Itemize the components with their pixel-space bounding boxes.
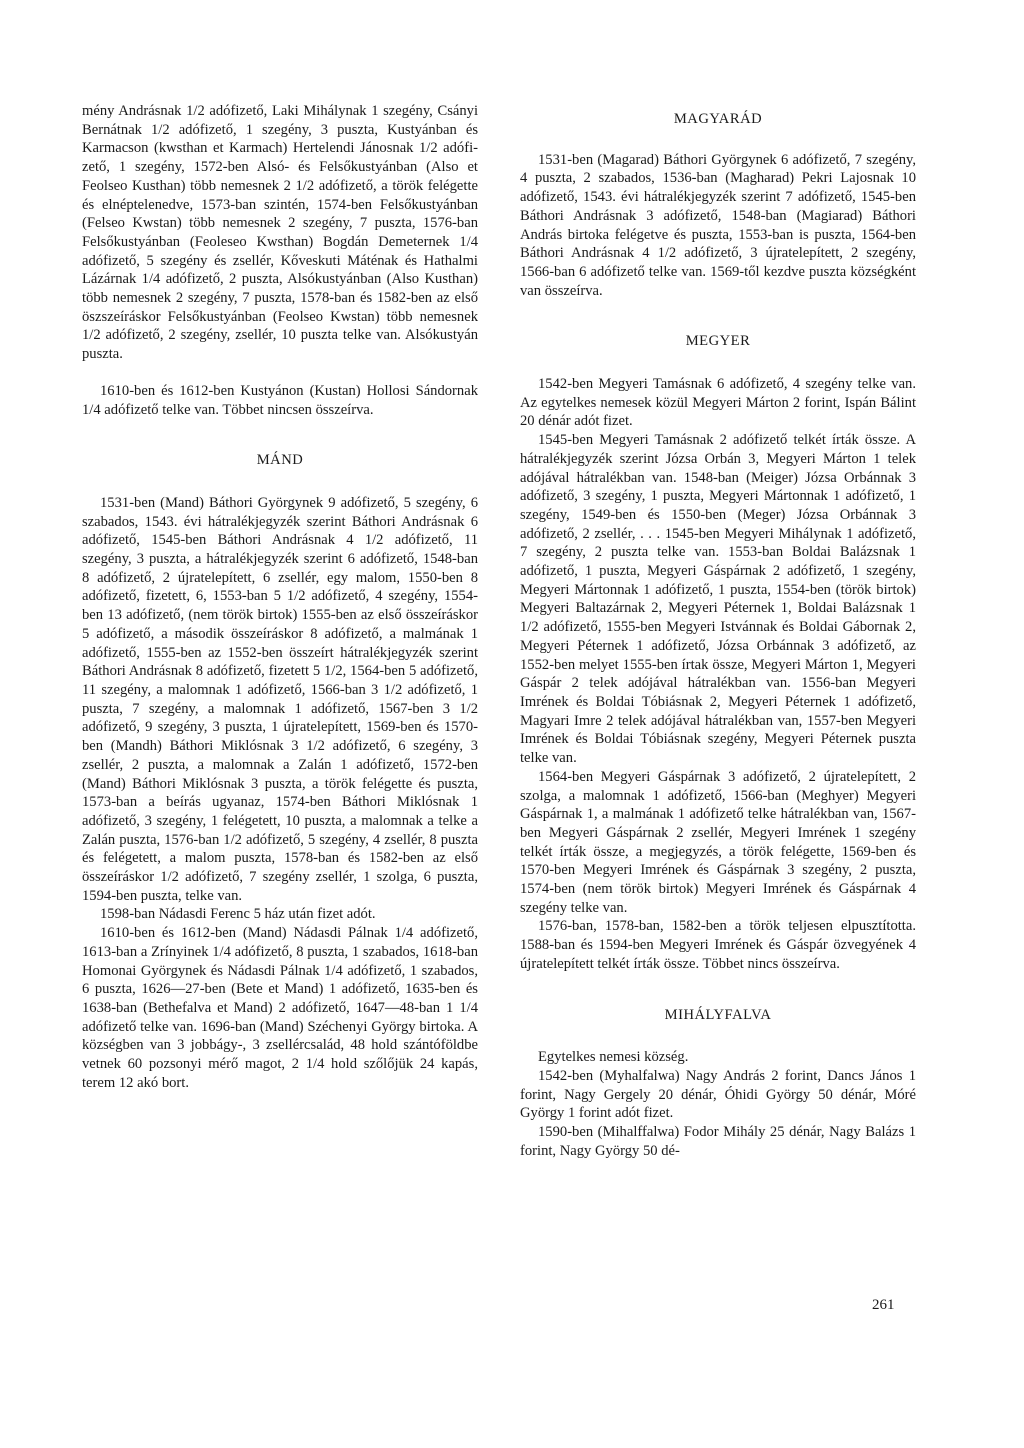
left-column [82, 102, 478, 1092]
paragraph-continuation: mény Andrásnak 1/2 adófizető, Laki Mihálynak 1 szegény, Csányi Bernátnak 1/2 adófizető, 1 szegény, 3 puszta, Kustyánban és Karmacson (kwsthan et Karmach) Hertelendi Jánosnak 1/2 adófizető, 1 szegény, 1572-ben Alsó- és Felsőkustyánban (Also et Feolseo Kusthan) több nemesnek 2 1/2 adófizető, a török felégette és elnéptelenedve, 1573-ban szintén, 1574-ben Felsőkustyánban (Felseo Kwstan) több nemesnek 2 szegény, 7 puszta, 1576-ban Felsőkustyánban (Feoleseo Kwsthan) Bogdán Demeternek 1/4 adófizető, 5 szegény és zsellér, Kőveskuti Máténak és Hathalmi Lázárnak 1/4 adófizető, 2 puszta, Alsókustyánban (Also Kusthan) több nemesnek 2 szegény, 7 puszta, 1578-ban és 1582-ben az első öszszeíráskor Felsőkustyánban (Feolseo Kwstan) több nemesnek 1/2 adófizető, 2 szegény, zsellér, 10 puszta telke van. Alsókustyán puszta. [82, 103, 478, 363]
heading-magyarad: MAGYARÁD [673, 111, 763, 127]
paragraph-mand-1: 1531-ben (Mand) Báthori Györgynek 9 adófizető, 5 szegény, 6 szabados, 1543. évi hátralékjegyzék szerint Báthori Andrásnak 6 adófizető, 1545-ben Báthori Andrásnak 4 1/2 adófizető, 11 szegény, 3 puszta, a hátralékjegyzék szerint 6 adófizető, 1548-ban 8 adófizető, 2 újratelepített, 6 zsellér, egy malom, 1550-ben 8 adófizető, fizetett, 6, 1553-ban 5 1/2 adófizető, 4 szegény, 1554-ben 13 adófizető, (nem török birtok) 1555-ben az első összeíráskor 5 adófizető, a második összeíráskor 8 adófizető, a malmának 1 adófizető, 1555-ben az 1552-ben összeírt hátralékjegyzék szerint Báthori Andrásnak 8 adófizető, fizetett 5 1/2, 1564-ben 5 adófizető, 11 szegény, a malomnak 1 adófizető, 1566-ban 3 1/2 adófizető, 1 puszta, 7 szegény, a malomnak 1 adófizető, 1567-ben 3 1/2 adófizető, 9 szegény, 3 puszta, 1 újratelepített, 1569-ben és 1570-ben (Mandh) Báthori Miklósnak 3 1/2 adófizető, 6 szegény, 3 zsellér, 2 puszta, a malomnak a Zalán 1 adófizető, 1572-ben (Mand) Báthori Miklósnak 3 puszta, a török felégette és puszta, 1573-ban a beírás ugyanaz, 1574-ben Báthori Miklósnak 1 adófizető, 3 szegény, 1 felégetett, 10 puszta, a malomnak a telke a Zalán puszta, 1576-ban 1/2 adófizető, 5 szegény, 4 zsellér, 8 puszta és felégetett, a malom puszta, 1578-ban és 1582-ben az első összeíráskor 1/2 adófizető, 7 szegény zsellér, 1 szolga, 6 puszta, 1594-ben puszta, telke van. [82, 494, 478, 904]
paragraph-mihalyfalva-2: 1542-ben (Myhalfalwa) Nagy András 2 forint, Dancs János 1 forint, Nagy Gergely 20 dénár, Óhidi György 50 dénár, Móré György 1 forint adót fizet. [520, 1067, 916, 1122]
heading-mand: MÁND [256, 452, 304, 469]
paragraph-megyer-3: 1564-ben Megyeri Gáspárnak 3 adófizető, 2 újratelepített, 2 szolga, a malomnak 1 adófizető, 1566-ban (Meghyer) Megyeri Gáspárnak 1, a malmának 1 adófizető telke hátralékban van, 1567-ben Megyeri Gáspárnak 2 zsellér, Megyeri Imrének 1 szegény telkét írták össze, a megjegyzés, a török felégette, 1569-ben és 1570-ben Megyeri Imrének és Gáspárnak 3 szegény, 2 puszta, 1574-ben (nem török birtok) Megyeri Imrének és Gáspárnak 4 szegény telke van. [520, 768, 916, 916]
page-number: 261 [872, 1297, 895, 1313]
paragraph-megyer-2: 1545-ben Megyeri Tamásnak 2 adófizető telkét írták össze. A hátralékjegyzék szerint Józsa Orbán 3, Megyeri Márton 1 telek adójával hátralékban van. 1548-ban (Meiger) Józsa Orbánnak 3 adófizető, 3 szegény, 1 puszta, Megyeri Mártonnak 1 adófizető, 1 szegény, 1549-ben és 1550-ben (Meger) Józsa Orbánnak 3 adófizető, 2 zsellér, . . . 1545-ben Megyeri Mihálynak 1 adófizető, 7 szegény, 2 puszta telke van. 1553-ban Boldai Balázsnak 1 adófizető, 1 puszta, Megyeri Gáspárnak 2 adófizető, 1 szegény, Megyeri Mártonnak 1 adófizető, 1 puszta, 1554-ben (török birtok) Megyeri Baltazárnak 2, Megyeri Péternek 1, Boldai Balázsnak 1 1/2 adófizető, 1555-ben Megyeri Istvánnak és Boldai Gábornak 2, Megyeri Péternek 1 adófizető, Józsa Orbánnak 3 adófizető, az 1552-ben melyet 1555-ben írtak össze, Megyeri Márton 1, Megyeri Gáspár 2 telek adójával hátralékban van. 1556-ban Megyeri Imrének és Boldai Tóbiásnak 2, Megyeri Péternek 1 adófizető, Magyari Imre 2 telek adójával hátralékban van, 1557-ben Megyeri Imrének és Boldai Tóbiásnak szegény, Megyeri Péternek puszta telke van. [520, 432, 916, 767]
paragraph-megyer-4: 1576-ban, 1578-ban, 1582-ben a török teljesen elpusztította. 1588-ban és 1594-ben Megyeri Imrének és Gáspár özvegyének 4 újratelepített telkét írták össze. Többet nincs összeírva. [520, 918, 916, 972]
paragraph-megyer-1: 1542-ben Megyeri Tamásnak 6 adófizető, 4 szegény telke van. Az egytelkes nemesek közül Megyeri Márton 2 forint, Ispán Bálint 20 dénár adót fizet. [520, 376, 916, 430]
paragraph-magyarad: 1531-ben (Magarad) Báthori Györgynek 6 adófizető, 7 szegény, 4 puszta, 2 szabados, 1536-ban (Magharad) Pekri Lajosnak 10 adófizető, 1543. évi hátralékjegyzék szerint 7 adófizető, 1545-ben Báthori Andrásnak 3 adófizető, 1548-ban (Magiarad) Báthori András birtoka felégetve és puszta, 1553-ban is puszta, 1564-ben Báthori Andrásnak 4 1/2 adófizető, 3 újratelepített, 2 szegény, 1566-ban 6 adófizető telke van. 1569-től kezdve puszta községként van összeírva. [520, 151, 916, 299]
paragraph-mihalyfalva-3: 1590-ben (Mihalffalwa) Fodor Mihály 25 dénár, Nagy Balázs 1 forint, Nagy György 50 dé- [520, 1124, 916, 1159]
right-column [520, 102, 916, 1160]
paragraph-mihalyfalva-1: Egytelkes nemesi község. [538, 1049, 689, 1066]
heading-megyer: MEGYER [685, 333, 751, 350]
paragraph-mand-1598: 1598-ban Nádasdi Ferenc 5 ház után fizet adót. [100, 906, 376, 923]
paragraph-mand-1610: 1610-ben és 1612-ben (Mand) Nádasdi Pálnak 1/4 adófizető, 1613-ban a Zrínyinek 1/4 adófizető, 8 puszta, 1 szabados, 1618-ban Homonai Györgynek és Nádasdi Pálnak 1/4 adófizető, 1 szabados, 6 puszta, 1626—27-ben (Bete et Mand) 1 adófizető, 1635-ben és 1638-ban (Bethefalva et Mand) 2 adófizető, 1647—48-ban 1 1/4 adófizető telke van. 1696-ban (Mand) Széchenyi György birtoka. A községben van 3 jobbágy-, 3 zsellércsalád, 48 hold szántóföldbe vetnek 60 pozsonyi mérő magot, 2 1/4 hold szőlőjük 24 kapás, terem 12 akó bort. [82, 925, 478, 1091]
paragraph-1610: 1610-ben és 1612-ben Kustyánon (Kustan) Hollosi Sándornak 1/4 adófizető telke van. Többet nincsen összeírva. [82, 382, 478, 418]
heading-mihalyfalva: MIHÁLYFALVA [664, 1006, 772, 1023]
